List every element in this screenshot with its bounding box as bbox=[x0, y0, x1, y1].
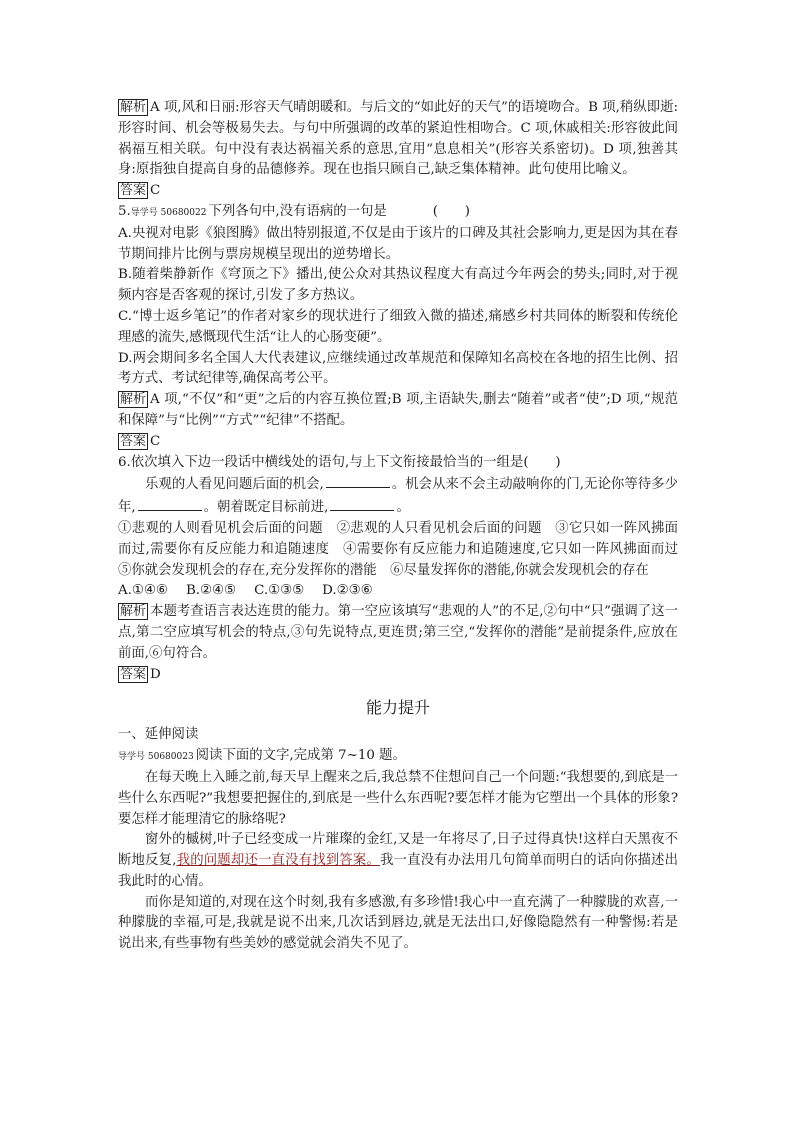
answer-tag: 答案 bbox=[120, 183, 147, 199]
analysis-tag: 解析 bbox=[120, 604, 147, 620]
q5-analysis-text: A 项,“不仅”和“更”之后的内容互换位置;B 项,主语缺失,删去“随着”或者“使”;D 项,“规范和保障”与“比例”“方式”“纪律”不搭配。 bbox=[118, 392, 678, 428]
q5-answer bbox=[118, 432, 678, 453]
section-subtitle: 一、延伸阅读 bbox=[118, 727, 199, 743]
q6-stem: 6.依次填入下边一段话中横线处的语句,与上下文衔接最恰当的一组是( ) bbox=[118, 454, 561, 470]
q4-answer-value: C bbox=[150, 183, 161, 199]
q4-answer bbox=[118, 181, 678, 202]
q5-option-a: A.央视对电影《狼图腾》做出特别报道,不仅是由于该片的口碑及其社会影响力,更是因为其在春节期间排片比例与票房规模呈现出的逆势增长。 bbox=[118, 225, 678, 262]
q6-passage-part: 乐观的人看见问题后面的机会, bbox=[145, 477, 324, 493]
answer-tag: 答案 bbox=[120, 433, 147, 449]
para2-text: 我一直没有办法用几句简单而明白的话向你描述出我此时的心情。 bbox=[118, 853, 679, 889]
fill-blank-3 bbox=[330, 496, 394, 511]
reading-paragraph-3: 而你是知道的,对现在这个时刻,我有多感激,有多珍惜!我心中一直充满了一种朦胧的欢喜,一种朦胧的幸福,可是,我就是说不出来,几次话到唇边,就是无法出口,好像隐隐然有一种警惕:若是说出来,有些事物有些美妙的感觉就会消失不见了。 bbox=[118, 894, 678, 952]
q6-option-d: D.②③⑥ bbox=[322, 583, 373, 599]
q5-stem-text: 下列各句中,没有语病的一句是 bbox=[208, 203, 387, 219]
q4-analysis bbox=[118, 98, 678, 181]
q5-stem bbox=[118, 202, 678, 224]
analysis-tag: 解析 bbox=[120, 100, 147, 115]
q5-option-b: B.随着柴静新作《穹顶之下》播出,使公众对其热议程度大有高过今年两会的势头;同时,对于视频内容是否客观的探讨,引发了多方热议。 bbox=[118, 267, 678, 304]
q5-daoxue: 导学号 50680022 bbox=[130, 207, 207, 218]
q6-passage-part: 。朝着既定目标前进, bbox=[203, 500, 329, 516]
q6-option-b: B.②④⑤ bbox=[185, 583, 237, 599]
q6-option-c: C.①③⑤ bbox=[254, 583, 305, 599]
section-daoxue: 导学号 50680023 bbox=[118, 752, 194, 763]
q6-answer bbox=[118, 665, 678, 686]
q5-answer-value: C bbox=[150, 433, 161, 449]
reading-paragraph-1: 在每天晚上入睡之前,每天早上醒来之后,我总禁不住想问自己一个问题:“我想要的,到底是一些什么东西呢?”我想要把握住的,到底是一些什么东西呢?要怎样才能为它塑出一个具体的形象?要怎样才能理清它的脉络呢? bbox=[118, 769, 678, 827]
q6-passage-part: 。 bbox=[396, 500, 410, 516]
q4-analysis-text: A 项,风和日丽:形容天气晴朗暖和。与后文的“如此好的天气”的语境吻合。B 项,稍纵即逝:形容时间、机会等极易失去。与句中所强调的改革的紧迫性相吻合。C 项,休戚相关:形容彼此间祸福互相关联。句中没有表达祸福关系的意思,宜用“息息相关”(形容关系密切)。D 项,独善其身:原指独自提高自身的品德修养。现在也指只顾自己,缺乏集体精神。此句使用比喻义。 bbox=[118, 100, 678, 178]
document-page bbox=[118, 98, 692, 955]
para2-text: 窗外的槭树,叶子已经变成一片璀璨的金红,又是一年将尽了,日子过得真快!这样白天黑夜不断地反复, bbox=[118, 832, 678, 869]
q6-analysis bbox=[118, 602, 678, 664]
q5-option-c: C.“博士返乡笔记”的作者对家乡的现状进行了细致入微的描述,痛感乡村共同体的断裂和传统伦理感的流失,感慨现代生活“让人的心肠变硬”。 bbox=[118, 308, 678, 345]
instruction-text: 阅读下面的文字,完成第 7~10 题。 bbox=[195, 748, 406, 764]
analysis-tag: 解析 bbox=[120, 392, 147, 408]
q6-passage bbox=[118, 473, 678, 519]
q6-analysis-text: 本题考查语言表达连贯的能力。第一空应该填写“悲观的人”的不足,②句中“只”强调了这一点,第二空应填写机会的特点,③句先说特点,更连贯;第三空,“发挥你的潜能”是前提条件,应放在前面,⑥句符合。 bbox=[118, 604, 678, 661]
answer-tag: 答案 bbox=[120, 666, 147, 682]
q6-passage-part: 。机会从来不会主动敲响你的门,无论你等待多少年, bbox=[118, 477, 678, 516]
section-title: 能力提升 bbox=[365, 698, 430, 718]
q6-answer-value: D bbox=[150, 666, 161, 682]
q6-options bbox=[118, 581, 678, 602]
reading-paragraph-2 bbox=[118, 830, 678, 892]
q5-paren: ( ) bbox=[432, 203, 471, 219]
fill-blank-1 bbox=[326, 473, 390, 488]
q6-option-a: A.①④⑥ bbox=[118, 583, 168, 599]
fill-blank-2 bbox=[138, 496, 202, 511]
q5-number: 5. bbox=[118, 203, 131, 219]
q5-analysis bbox=[118, 390, 678, 432]
q5-option-d: D.两会期间多名全国人大代表建议,应继续通过改革规范和保障知名高校在各地的招生比例、招考方式、考试纪律等,确保高考公平。 bbox=[118, 350, 678, 387]
reading-instruction bbox=[118, 746, 678, 768]
underlined-sentence: 我的问题却还一直没有找到答案。 bbox=[176, 853, 380, 869]
q6-choices: ①悲观的人则看见机会后面的问题 ②悲观的人只看见机会后面的问题 ③它只如一阵风拂面而过,需要你有反应能力和追随速度 ④需要你有反应能力和追随速度,它只如一阵风拂面而过 ⑤你就会发现机会的存在,充分发挥你的潜能 ⑥尽量发挥你的潜能,你就会发现机会的存在 bbox=[118, 520, 692, 578]
